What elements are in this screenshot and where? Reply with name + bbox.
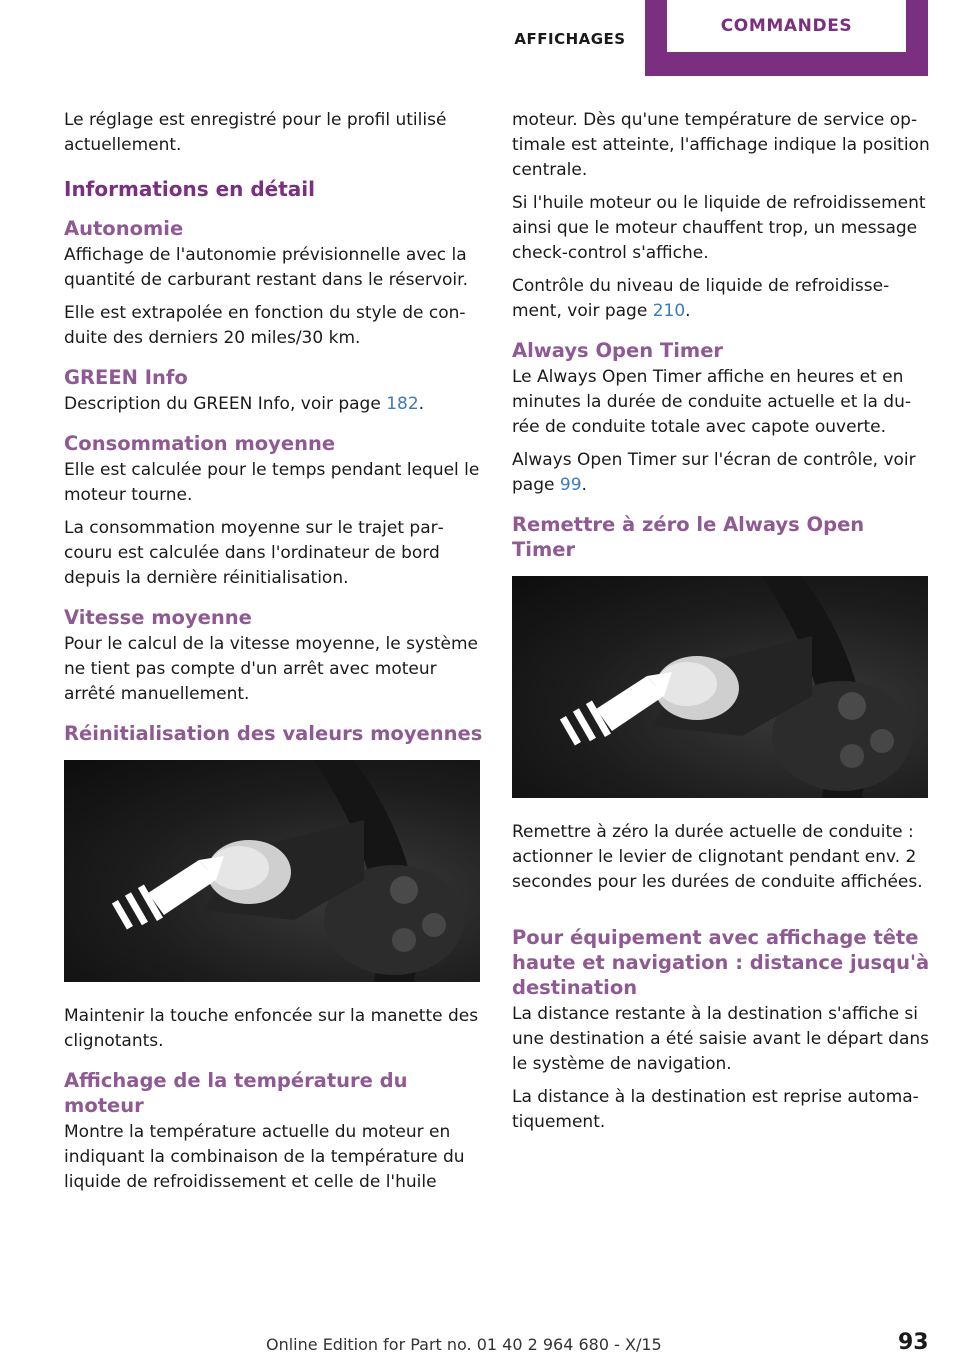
left-column [64, 108, 484, 1203]
link-page-182[interactable]: 182 [386, 394, 419, 414]
paragraph-consommation-2: La consommation moyenne sur le trajet parcouru est calculée dans l'ordinateur de bord depuis la dernière réinitialisation. [64, 518, 444, 588]
figure-turn-signal-lever-2 [512, 576, 928, 798]
paragraph-timer-1: Le Always Open Timer affiche en heures et en minutes la durée de conduite actuelle et la durée de conduite totale avec capote ouverte. [512, 367, 912, 437]
tab-commandes-label: COMMANDES [667, 0, 906, 52]
paragraph-surchauffe: Si l'huile moteur ou le liquide de refroidissement ainsi que le moteur chauffent trop, un message check-control s'affiche. [512, 193, 926, 263]
paragraph-niveau [512, 274, 932, 324]
paragraph-temperature: Montre la température actuelle du moteur en indiquant la combinaison de la température du liquide de refroidissement et celle de l'huile [64, 1122, 465, 1192]
tab-commandes[interactable] [645, 0, 928, 76]
paragraph-green-info [64, 392, 484, 417]
right-column [512, 108, 932, 1143]
paragraph-consommation-1: Elle est calculée pour le temps pendant lequel le moteur tourne. [64, 460, 480, 505]
figure-turn-signal-lever-1 [64, 760, 480, 982]
green-info-end: . [418, 394, 425, 414]
niveau-end: . [685, 301, 691, 321]
heading-consommation: Consommation moyenne [64, 432, 336, 455]
paragraph-reset: Remettre à zéro la durée actuelle de conduite : actionner le levier de clignotant pendant env. 2 secondes pour les durées de conduite affichées. [512, 822, 923, 892]
paragraph-hud-2: La distance à la destination est reprise automatiquement. [512, 1087, 919, 1132]
timer-2-text: Always Open Timer sur l'écran de contrôle, voir page [512, 450, 916, 495]
page-footer [0, 1330, 960, 1358]
heading-informations: Informations en détail [64, 177, 315, 201]
paragraph-autonomie-1: Affichage de l'autonomie prévisionnelle avec la quantité de carburant restant dans le réservoir. [64, 245, 468, 290]
paragraph-vitesse: Pour le calcul de la vitesse moyenne, le système ne tient pas compte d'un arrêt avec moteur arrêté manuellement. [64, 634, 479, 704]
paragraph-profil: Le réglage est enregistré pour le profil utilisé actuellement. [64, 110, 447, 155]
footer-edition: Online Edition for Part no. 01 40 2 964 680 - X/15 [266, 1335, 662, 1354]
heading-autonomie: Autonomie [64, 217, 184, 240]
green-info-text: Description du GREEN Info, voir page [64, 394, 387, 414]
heading-reinitialisation: Réinitialisation des valeurs moyennes [64, 722, 483, 745]
niveau-text: Contrôle du niveau de liquide de refroidissement, voir page [512, 276, 890, 321]
heading-temperature: Affichage de la température du moteur [64, 1069, 408, 1117]
page-header [0, 0, 960, 80]
paragraph-timer-2 [512, 448, 932, 498]
paragraph-hud-1: La distance restante à la destination s'affiche si une destination a été saisie avant le départ dans le système de navigation. [512, 1004, 929, 1074]
page-number: 93 [898, 1330, 929, 1355]
timer-2-end: . [581, 475, 587, 495]
paragraph-moteur: moteur. Dès qu'une température de service optimale est atteinte, l'affichage indique la position centrale. [512, 110, 930, 180]
heading-remettre-zero: Remettre à zéro le Always Open Timer [512, 513, 865, 561]
paragraph-maintenir: Maintenir la touche enfoncée sur la manette des clignotants. [64, 1006, 479, 1051]
paragraph-autonomie-2: Elle est extrapolée en fonction du style de conduite des derniers 20 miles/30 km. [64, 303, 466, 348]
link-page-210[interactable]: 210 [652, 301, 686, 321]
heading-always-open-timer: Always Open Timer [512, 339, 724, 362]
heading-vitesse: Vitesse moyenne [64, 606, 252, 629]
heading-green-info: GREEN Info [64, 366, 188, 389]
heading-hud-navigation: Pour équipement avec affichage tête haute et navigation : distance jusqu'à destination [512, 926, 930, 999]
tab-affichages[interactable]: AFFICHAGES [514, 30, 626, 48]
link-page-99[interactable]: 99 [559, 475, 582, 495]
